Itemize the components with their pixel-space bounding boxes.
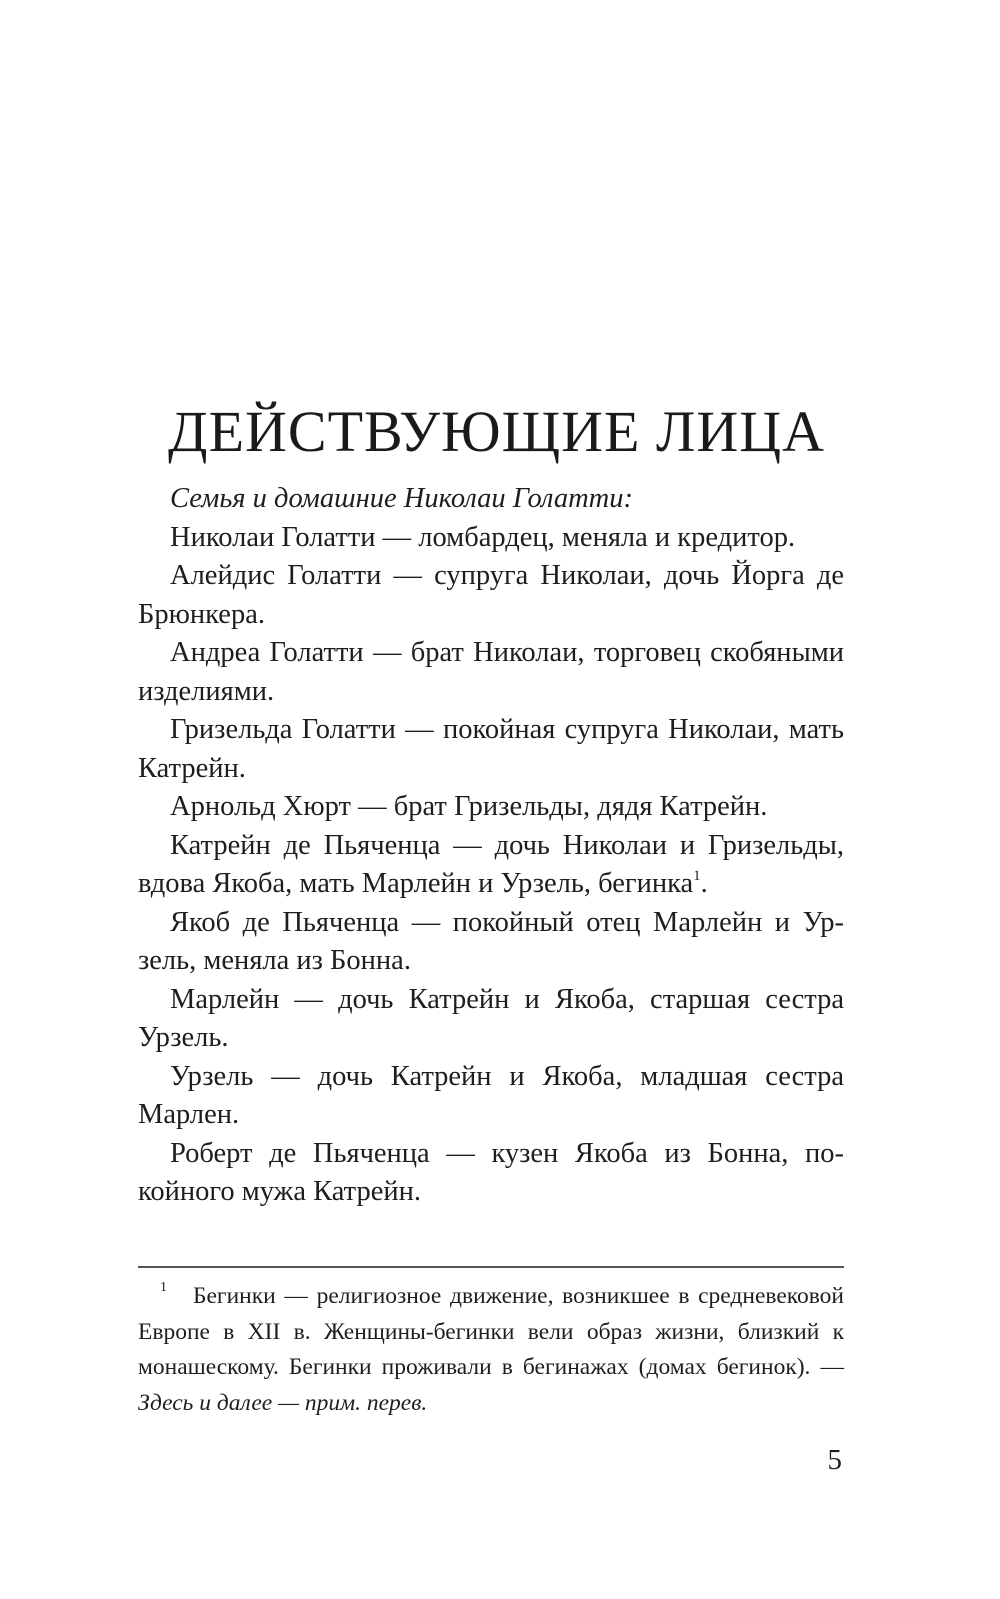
section-subhead: Семья и домашние Николаи Голатти: xyxy=(170,483,633,514)
cast-entry-punctuation: . xyxy=(700,868,708,899)
cast-entry: Арнольд Хюрт — брат Гризельды, дядя Катрейн. xyxy=(170,791,768,822)
cast-entry: Марлейн — дочь Катрейн и Якоба, старшая сестра Урзель. xyxy=(138,983,844,1053)
cast-entry: Роберт де Пьяченца — кузен Якоба из Бонна, покойного мужа Катрейн. xyxy=(138,1137,844,1207)
page-title: ДЕЙСТВУЮЩИЕ ЛИЦА xyxy=(168,399,825,464)
footnote-text: Бегинки — религиозное движение, возникшее в средневековой Европе в XII в. Женщины-бегинки вели образ жизни, близкий к монашескому. Бегинки проживали в бегинажах (домах бегинок). — xyxy=(138,1283,844,1380)
cast-entry-text: Катрейн де Пьяченца — дочь Николаи и Гризельды, вдова Якоба, мать Марлейн и Урзель, бегинка xyxy=(138,829,844,899)
footnote-marker: 1 xyxy=(160,1280,167,1295)
footnote-divider xyxy=(138,1266,844,1268)
cast-list xyxy=(138,480,844,1212)
cast-entry: Николаи Голатти — ломбардец, меняла и кредитор. xyxy=(170,521,796,553)
cast-entry: Урзель — дочь Катрейн и Якоба, младшая сестра Марлен. xyxy=(138,1060,844,1130)
cast-entry: Якоб де Пьяченца — покойный отец Марлейн и Урзель, меняла из Бонна. xyxy=(138,906,844,976)
cast-entry: Гризельда Голатти — покойная супруга Николаи, мать Катрейн. xyxy=(138,714,844,784)
footnote-reference[interactable]: 1 xyxy=(693,868,701,884)
cast-entry: Андреа Голатти — брат Николаи, торговец скобяными изделиями. xyxy=(138,637,844,707)
cast-entry: Алейдис Голатти — супруга Николаи, дочь Йорга де Брюнкера. xyxy=(138,560,844,630)
page-number: 5 xyxy=(827,1444,842,1476)
footnote xyxy=(138,1279,844,1421)
cast-entry xyxy=(138,827,844,904)
footnote-note: Здесь и далее — прим. перев. xyxy=(138,1389,428,1416)
